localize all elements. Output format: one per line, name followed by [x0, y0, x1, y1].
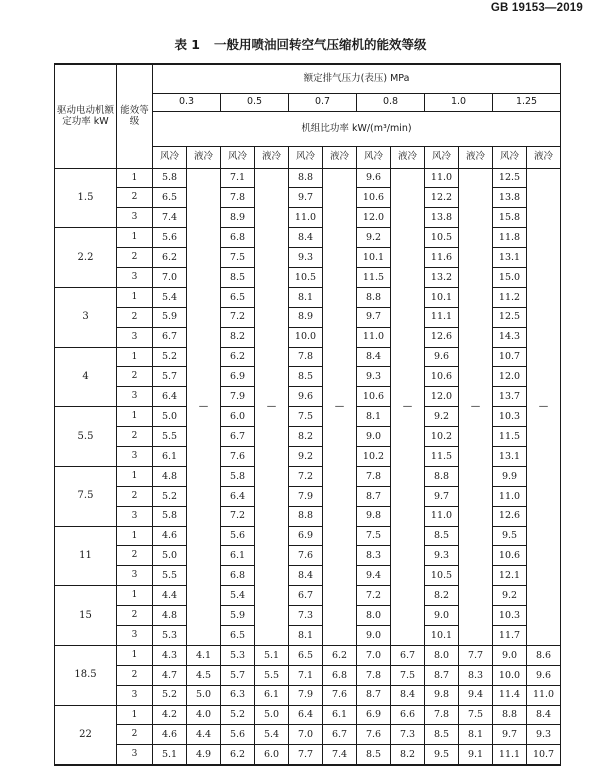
air-value-cell: 8.7: [357, 486, 391, 506]
air-value-cell: 7.9: [289, 486, 323, 506]
air-value-cell: 5.6: [153, 228, 187, 248]
air-value-cell: 7.4: [153, 208, 187, 228]
air-cooled-header: 风冷: [153, 146, 187, 168]
table-title: 一般用喷油回转空气压缩机的能效等级: [214, 37, 427, 52]
level-cell: 3: [117, 506, 153, 526]
not-applicable-cell: —: [459, 168, 493, 645]
air-value-cell: 8.0: [425, 645, 459, 665]
air-value-cell: 9.2: [425, 407, 459, 427]
air-value-cell: 8.5: [221, 267, 255, 287]
liquid-value-cell: 4.9: [187, 745, 221, 765]
liquid-value-cell: 4.1: [187, 645, 221, 665]
air-value-cell: 8.1: [289, 625, 323, 645]
level-cell: 3: [117, 267, 153, 287]
pressure-cell: 1.0: [425, 93, 493, 111]
air-value-cell: 4.7: [153, 665, 187, 685]
table-row: [55, 685, 561, 705]
liquid-value-cell: 5.4: [255, 725, 289, 745]
air-value-cell: 5.4: [153, 287, 187, 307]
air-value-cell: 12.6: [493, 506, 527, 526]
air-value-cell: 12.0: [357, 208, 391, 228]
level-cell: 2: [117, 546, 153, 566]
air-value-cell: 8.8: [357, 287, 391, 307]
air-value-cell: 5.4: [221, 586, 255, 606]
air-value-cell: 5.9: [221, 606, 255, 626]
air-value-cell: 5.0: [153, 546, 187, 566]
air-value-cell: 9.0: [493, 645, 527, 665]
pressure-cell: 0.5: [221, 93, 289, 111]
air-value-cell: 11.0: [289, 208, 323, 228]
liquid-value-cell: 9.3: [527, 725, 561, 745]
air-value-cell: 8.1: [357, 407, 391, 427]
not-applicable-cell: —: [391, 168, 425, 645]
pressure-cell: 1.25: [493, 93, 561, 111]
liquid-value-cell: 7.7: [459, 645, 493, 665]
air-value-cell: 4.3: [153, 645, 187, 665]
air-value-cell: 10.7: [493, 347, 527, 367]
level-cell: 2: [117, 606, 153, 626]
level-cell: 3: [117, 327, 153, 347]
liquid-value-cell: 6.7: [323, 725, 357, 745]
air-value-cell: 9.6: [289, 387, 323, 407]
liquid-value-cell: 4.0: [187, 705, 221, 725]
liquid-value-cell: 6.6: [391, 705, 425, 725]
power-cell: 2.2: [55, 228, 117, 288]
air-value-cell: 9.3: [289, 248, 323, 268]
air-value-cell: 8.4: [289, 566, 323, 586]
level-cell: 3: [117, 625, 153, 645]
liquid-value-cell: 6.7: [391, 645, 425, 665]
air-value-cell: 9.7: [493, 725, 527, 745]
level-cell: 2: [117, 188, 153, 208]
air-value-cell: 5.3: [153, 625, 187, 645]
liquid-value-cell: 7.3: [391, 725, 425, 745]
table-row: [55, 168, 561, 188]
power-cell: 1.5: [55, 168, 117, 228]
air-value-cell: 13.1: [493, 446, 527, 466]
not-applicable-cell: —: [527, 168, 561, 645]
not-applicable-cell: —: [323, 168, 357, 645]
liquid-value-cell: 5.0: [187, 685, 221, 705]
air-value-cell: 7.8: [289, 347, 323, 367]
air-value-cell: 10.2: [357, 446, 391, 466]
air-value-cell: 9.8: [425, 685, 459, 705]
liquid-value-cell: 9.1: [459, 745, 493, 765]
air-value-cell: 11.4: [493, 685, 527, 705]
level-cell: 1: [117, 705, 153, 725]
air-value-cell: 6.5: [153, 188, 187, 208]
liquid-value-cell: 7.5: [459, 705, 493, 725]
air-value-cell: 11.1: [425, 307, 459, 327]
air-value-cell: 7.9: [221, 387, 255, 407]
air-value-cell: 7.8: [357, 665, 391, 685]
air-value-cell: 8.8: [425, 466, 459, 486]
standard-id: GB 19153—2019: [490, 2, 583, 14]
power-cell: 22: [55, 705, 117, 765]
air-value-cell: 9.3: [425, 546, 459, 566]
air-value-cell: 8.7: [425, 665, 459, 685]
air-value-cell: 12.6: [425, 327, 459, 347]
air-value-cell: 11.0: [425, 168, 459, 188]
table-row: [55, 745, 561, 765]
liquid-value-cell: 6.2: [323, 645, 357, 665]
air-value-cell: 5.7: [153, 367, 187, 387]
air-value-cell: 5.8: [153, 168, 187, 188]
air-value-cell: 4.4: [153, 586, 187, 606]
air-value-cell: 6.4: [221, 486, 255, 506]
air-value-cell: 7.0: [153, 267, 187, 287]
air-value-cell: 8.5: [289, 367, 323, 387]
air-value-cell: 7.9: [289, 685, 323, 705]
liquid-cooled-header: 液冷: [323, 146, 357, 168]
air-value-cell: 10.5: [425, 566, 459, 586]
air-value-cell: 9.6: [357, 168, 391, 188]
air-value-cell: 6.2: [221, 347, 255, 367]
liquid-value-cell: 8.4: [391, 685, 425, 705]
air-value-cell: 6.9: [357, 705, 391, 725]
not-applicable-cell: —: [187, 168, 221, 645]
air-value-cell: 7.5: [289, 407, 323, 427]
air-value-cell: 15.8: [493, 208, 527, 228]
air-value-cell: 11.6: [425, 248, 459, 268]
table-number: 表 1: [174, 37, 201, 52]
level-cell: 3: [117, 387, 153, 407]
air-value-cell: 7.2: [221, 307, 255, 327]
air-value-cell: 13.7: [493, 387, 527, 407]
air-value-cell: 6.7: [289, 586, 323, 606]
air-value-cell: 6.4: [153, 387, 187, 407]
level-cell: 2: [117, 248, 153, 268]
air-value-cell: 7.1: [221, 168, 255, 188]
air-value-cell: 14.3: [493, 327, 527, 347]
air-value-cell: 7.7: [289, 745, 323, 765]
air-value-cell: 7.2: [357, 586, 391, 606]
air-value-cell: 5.0: [153, 407, 187, 427]
liquid-value-cell: 11.0: [527, 685, 561, 705]
air-value-cell: 9.2: [493, 586, 527, 606]
air-value-cell: 8.8: [289, 506, 323, 526]
air-value-cell: 6.2: [153, 248, 187, 268]
air-value-cell: 11.0: [357, 327, 391, 347]
air-value-cell: 6.9: [221, 367, 255, 387]
table-row: [55, 725, 561, 745]
air-value-cell: 5.6: [221, 526, 255, 546]
level-cell: 3: [117, 566, 153, 586]
level-cell: 1: [117, 526, 153, 546]
air-cooled-header: 风冷: [289, 146, 323, 168]
power-cell: 7.5: [55, 466, 117, 526]
air-value-cell: 10.5: [425, 228, 459, 248]
power-cell: 15: [55, 586, 117, 646]
air-value-cell: 11.8: [493, 228, 527, 248]
air-value-cell: 11.5: [493, 427, 527, 447]
air-value-cell: 10.1: [425, 625, 459, 645]
air-value-cell: 7.2: [289, 466, 323, 486]
air-value-cell: 5.3: [221, 645, 255, 665]
air-value-cell: 9.9: [493, 466, 527, 486]
liquid-value-cell: 7.6: [323, 685, 357, 705]
air-value-cell: 12.2: [425, 188, 459, 208]
level-cell: 3: [117, 685, 153, 705]
air-value-cell: 4.6: [153, 725, 187, 745]
air-value-cell: 5.7: [221, 665, 255, 685]
air-value-cell: 6.5: [221, 625, 255, 645]
air-value-cell: 7.2: [221, 506, 255, 526]
air-value-cell: 8.5: [425, 526, 459, 546]
air-value-cell: 5.2: [153, 347, 187, 367]
air-cooled-header: 风冷: [357, 146, 391, 168]
liquid-value-cell: 10.7: [527, 745, 561, 765]
level-cell: 1: [117, 168, 153, 188]
air-value-cell: 12.5: [493, 168, 527, 188]
liquid-value-cell: 8.1: [459, 725, 493, 745]
air-value-cell: 10.1: [425, 287, 459, 307]
air-value-cell: 9.0: [357, 427, 391, 447]
air-value-cell: 9.0: [425, 606, 459, 626]
air-value-cell: 5.8: [221, 466, 255, 486]
air-value-cell: 5.6: [221, 725, 255, 745]
table-caption: [0, 35, 601, 53]
pressure-cell: 0.8: [357, 93, 425, 111]
air-cooled-header: 风冷: [493, 146, 527, 168]
air-value-cell: 7.3: [289, 606, 323, 626]
air-value-cell: 9.8: [357, 506, 391, 526]
liquid-value-cell: 5.0: [255, 705, 289, 725]
air-value-cell: 8.4: [289, 228, 323, 248]
level-column-header: 能效等级: [117, 64, 153, 168]
table-row: [55, 645, 561, 665]
air-value-cell: 8.1: [289, 287, 323, 307]
power-cell: 18.5: [55, 645, 117, 705]
liquid-value-cell: 6.0: [255, 745, 289, 765]
air-value-cell: 5.2: [221, 705, 255, 725]
level-cell: 1: [117, 287, 153, 307]
air-value-cell: 12.5: [493, 307, 527, 327]
air-value-cell: 13.8: [425, 208, 459, 228]
air-value-cell: 10.3: [493, 606, 527, 626]
air-value-cell: 11.5: [357, 267, 391, 287]
air-value-cell: 10.0: [493, 665, 527, 685]
air-value-cell: 6.4: [289, 705, 323, 725]
liquid-cooled-header: 液冷: [187, 146, 221, 168]
air-value-cell: 8.3: [357, 546, 391, 566]
air-value-cell: 9.7: [289, 188, 323, 208]
air-value-cell: 7.8: [425, 705, 459, 725]
level-cell: 2: [117, 307, 153, 327]
air-value-cell: 13.1: [493, 248, 527, 268]
air-value-cell: 5.1: [153, 745, 187, 765]
pressure-cell: 0.3: [153, 93, 221, 111]
level-cell: 1: [117, 466, 153, 486]
air-value-cell: 9.7: [357, 307, 391, 327]
pressure-header: 额定排气压力(表压) MPa: [153, 64, 561, 93]
air-value-cell: 11.0: [493, 486, 527, 506]
air-value-cell: 8.2: [425, 586, 459, 606]
air-value-cell: 9.6: [425, 347, 459, 367]
table-row: [55, 665, 561, 685]
air-value-cell: 11.2: [493, 287, 527, 307]
air-value-cell: 9.3: [357, 367, 391, 387]
level-cell: 2: [117, 367, 153, 387]
liquid-value-cell: 9.4: [459, 685, 493, 705]
air-value-cell: 6.8: [221, 566, 255, 586]
air-value-cell: 11.0: [425, 506, 459, 526]
air-value-cell: 10.6: [493, 546, 527, 566]
air-value-cell: 9.0: [357, 625, 391, 645]
air-value-cell: 7.8: [357, 466, 391, 486]
air-value-cell: 7.0: [357, 645, 391, 665]
level-cell: 3: [117, 208, 153, 228]
air-value-cell: 7.5: [357, 526, 391, 546]
air-value-cell: 9.7: [425, 486, 459, 506]
liquid-value-cell: 6.1: [323, 705, 357, 725]
air-value-cell: 10.2: [425, 427, 459, 447]
air-value-cell: 9.4: [357, 566, 391, 586]
air-value-cell: 10.6: [357, 387, 391, 407]
air-value-cell: 13.2: [425, 267, 459, 287]
level-cell: 1: [117, 347, 153, 367]
level-cell: 2: [117, 665, 153, 685]
air-value-cell: 4.2: [153, 705, 187, 725]
liquid-value-cell: 8.3: [459, 665, 493, 685]
table-header: [55, 64, 561, 168]
level-cell: 2: [117, 427, 153, 447]
air-cooled-header: 风冷: [221, 146, 255, 168]
level-cell: 1: [117, 645, 153, 665]
power-cell: 5.5: [55, 407, 117, 467]
air-value-cell: 11.7: [493, 625, 527, 645]
air-value-cell: 8.2: [289, 427, 323, 447]
air-value-cell: 8.5: [425, 725, 459, 745]
liquid-value-cell: 7.4: [323, 745, 357, 765]
air-value-cell: 6.5: [221, 287, 255, 307]
air-value-cell: 8.8: [493, 705, 527, 725]
air-value-cell: 8.5: [357, 745, 391, 765]
air-value-cell: 10.6: [357, 188, 391, 208]
air-value-cell: 4.8: [153, 466, 187, 486]
pressure-cell: 0.7: [289, 93, 357, 111]
air-value-cell: 5.2: [153, 486, 187, 506]
air-value-cell: 6.8: [221, 228, 255, 248]
air-value-cell: 8.4: [357, 347, 391, 367]
level-cell: 2: [117, 725, 153, 745]
table-body: [55, 168, 561, 765]
air-value-cell: 7.0: [289, 725, 323, 745]
air-value-cell: 7.6: [289, 546, 323, 566]
air-value-cell: 8.9: [289, 307, 323, 327]
liquid-value-cell: 8.2: [391, 745, 425, 765]
air-value-cell: 9.2: [289, 446, 323, 466]
liquid-value-cell: 4.5: [187, 665, 221, 685]
liquid-cooled-header: 液冷: [459, 146, 493, 168]
air-value-cell: 6.1: [153, 446, 187, 466]
power-column-header: 驱动电动机额定功率 kW: [55, 64, 117, 168]
level-cell: 3: [117, 745, 153, 765]
air-value-cell: 12.0: [493, 367, 527, 387]
liquid-value-cell: 8.4: [527, 705, 561, 725]
liquid-cooled-header: 液冷: [527, 146, 561, 168]
air-value-cell: 12.1: [493, 566, 527, 586]
air-value-cell: 4.8: [153, 606, 187, 626]
air-value-cell: 12.0: [425, 387, 459, 407]
liquid-value-cell: 7.5: [391, 665, 425, 685]
level-cell: 1: [117, 586, 153, 606]
air-value-cell: 7.6: [221, 446, 255, 466]
liquid-cooled-header: 液冷: [391, 146, 425, 168]
liquid-value-cell: 5.5: [255, 665, 289, 685]
air-value-cell: 5.5: [153, 427, 187, 447]
level-cell: 1: [117, 228, 153, 248]
unit-header: 机组比功率 kW/(m³/min): [153, 111, 561, 146]
air-value-cell: 5.9: [153, 307, 187, 327]
air-value-cell: 10.1: [357, 248, 391, 268]
air-value-cell: 8.9: [221, 208, 255, 228]
level-cell: 1: [117, 407, 153, 427]
air-value-cell: 9.5: [425, 745, 459, 765]
air-value-cell: 6.7: [221, 427, 255, 447]
air-value-cell: 10.3: [493, 407, 527, 427]
air-value-cell: 4.6: [153, 526, 187, 546]
air-value-cell: 8.7: [357, 685, 391, 705]
power-cell: 11: [55, 526, 117, 586]
liquid-value-cell: 9.6: [527, 665, 561, 685]
efficiency-table: [54, 63, 561, 766]
air-value-cell: 6.9: [289, 526, 323, 546]
air-value-cell: 5.2: [153, 685, 187, 705]
air-value-cell: 7.8: [221, 188, 255, 208]
air-value-cell: 7.5: [221, 248, 255, 268]
air-value-cell: 15.0: [493, 267, 527, 287]
liquid-value-cell: 8.6: [527, 645, 561, 665]
air-value-cell: 10.6: [425, 367, 459, 387]
air-value-cell: 11.5: [425, 446, 459, 466]
liquid-value-cell: 4.4: [187, 725, 221, 745]
liquid-value-cell: 6.8: [323, 665, 357, 685]
air-value-cell: 6.7: [153, 327, 187, 347]
air-value-cell: 6.0: [221, 407, 255, 427]
air-value-cell: 8.2: [221, 327, 255, 347]
air-value-cell: 11.1: [493, 745, 527, 765]
air-value-cell: 10.5: [289, 267, 323, 287]
air-value-cell: 7.1: [289, 665, 323, 685]
air-value-cell: 8.8: [289, 168, 323, 188]
air-value-cell: 13.8: [493, 188, 527, 208]
not-applicable-cell: —: [255, 168, 289, 645]
air-value-cell: 9.5: [493, 526, 527, 546]
air-value-cell: 5.8: [153, 506, 187, 526]
air-value-cell: 8.0: [357, 606, 391, 626]
air-value-cell: 6.3: [221, 685, 255, 705]
air-value-cell: 6.5: [289, 645, 323, 665]
table-row: [55, 705, 561, 725]
air-value-cell: 7.6: [357, 725, 391, 745]
level-cell: 3: [117, 446, 153, 466]
air-value-cell: 9.2: [357, 228, 391, 248]
power-cell: 3: [55, 287, 117, 347]
air-value-cell: 6.1: [221, 546, 255, 566]
air-cooled-header: 风冷: [425, 146, 459, 168]
air-value-cell: 10.0: [289, 327, 323, 347]
liquid-value-cell: 5.1: [255, 645, 289, 665]
power-cell: 4: [55, 347, 117, 407]
level-cell: 2: [117, 486, 153, 506]
air-value-cell: 6.2: [221, 745, 255, 765]
liquid-value-cell: 6.1: [255, 685, 289, 705]
liquid-cooled-header: 液冷: [255, 146, 289, 168]
air-value-cell: 5.5: [153, 566, 187, 586]
